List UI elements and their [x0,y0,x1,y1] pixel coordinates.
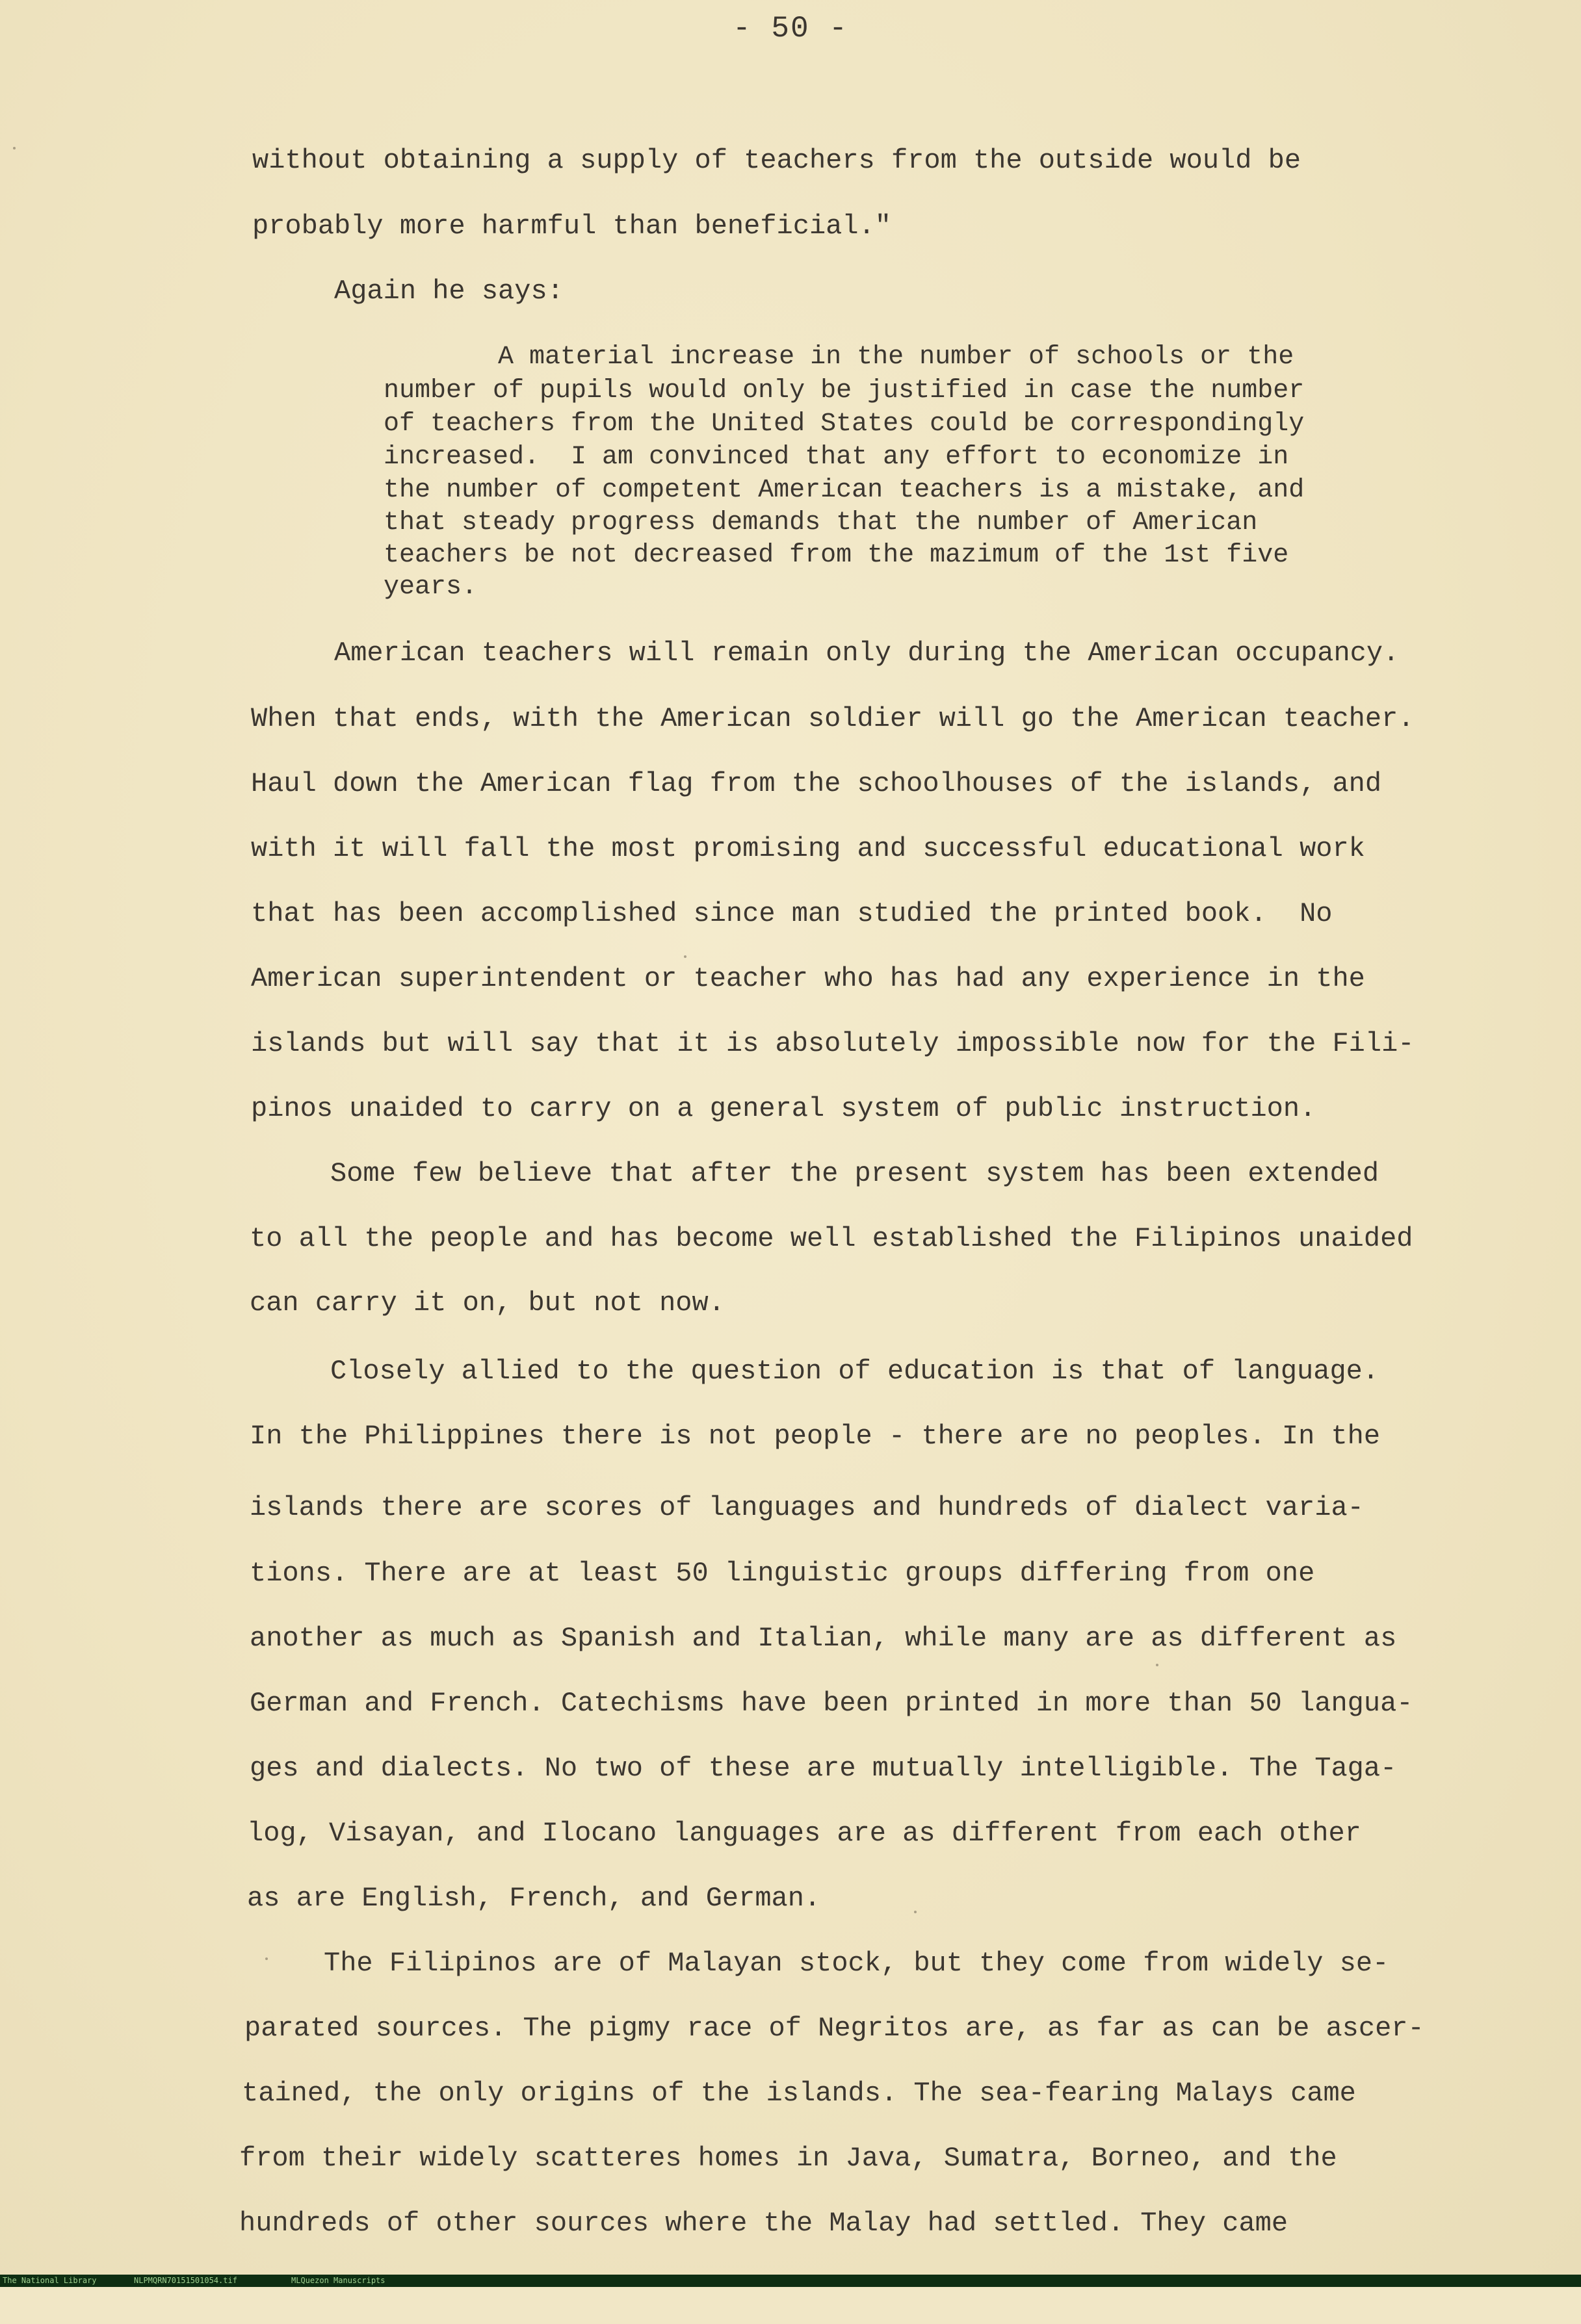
quote-line: A material increase in the number of schools or the [498,342,1294,372]
text-line: When that ends, with the American soldier will go the American teacher. [251,703,1415,734]
paper-speck [265,1957,268,1960]
text-line: parated sources. The pigmy race of Negritos are, as far as can be ascer- [244,2013,1424,2044]
text-line: Again he says: [334,276,564,307]
text-line: another as much as Spanish and Italian, while many are as different as [250,1623,1397,1654]
text-line: islands but will say that it is absolutely impossible now for the Fili- [251,1028,1415,1059]
quote-line: that steady progress demands that the number of American [384,508,1258,537]
text-line: that has been accomplished since man studied the printed book. No [251,898,1333,929]
text-line: The Filipinos are of Malayan stock, but they come from widely se- [324,1948,1389,1979]
text-line: islands there are scores of languages and hundreds of dialect varia- [250,1492,1364,1523]
text-line: probably more harmful than beneficial." [252,211,891,242]
footer-collection: MLQuezon Manuscripts [291,2276,385,2285]
text-line: In the Philippines there is not people - there are no peoples. In the [250,1421,1381,1452]
quote-line: the number of competent American teachers is a mistake, and [384,476,1305,505]
paper-speck [684,955,686,958]
quote-line: increased. I am convinced that any effort to economize in [384,443,1289,472]
quote-line: of teachers from the United States could be correspondingly [384,409,1305,439]
text-line: without obtaining a supply of teachers from the outside would be [252,145,1301,176]
text-line: from their widely scatteres homes in Java, Sumatra, Borneo, and the [239,2143,1337,2174]
text-line: ges and dialects. No two of these are mutually intelligible. The Taga- [250,1753,1397,1784]
quote-line: years. [384,573,478,602]
text-line: can carry it on, but not now. [250,1287,725,1319]
scan-footer-bar [0,2275,1581,2287]
paper-speck [1156,1664,1158,1666]
quote-line: number of pupils would only be justified in case the number [384,376,1305,406]
text-line: tained, the only origins of the islands. The sea-fearing Malays came [242,2078,1356,2109]
paper-speck [13,147,16,149]
text-line: pinos unaided to carry on a general system of public instruction. [251,1093,1316,1124]
text-line: log, Visayan, and Ilocano languages are as different from each other [247,1818,1361,1849]
text-line: Closely allied to the question of education is that of language. [330,1356,1379,1387]
text-line: American teachers will remain only during the American occupancy. [334,638,1400,669]
footer-file: NLPMQRN70151501054.tif [134,2276,237,2285]
text-line: tions. There are at least 50 linguistic groups differing from one [250,1558,1315,1589]
text-line: Some few believe that after the present system has been extended [330,1158,1379,1189]
text-line: German and French. Catechisms have been printed in more than 50 langua- [250,1688,1413,1719]
page-number: - 50 - [733,12,848,45]
text-line: to all the people and has become well established the Filipinos unaided [250,1223,1413,1254]
text-line: hundreds of other sources where the Malay had settled. They came [239,2208,1288,2239]
footer-library: The National Library [3,2276,97,2285]
quote-line: teachers be not decreased from the mazimum of the 1st five [384,541,1289,570]
text-line: as are English, French, and German. [247,1883,821,1914]
text-line: with it will fall the most promising and successful educational work [251,833,1365,864]
text-line: Haul down the American flag from the schoolhouses of the islands, and [251,768,1382,799]
text-line: American superintendent or teacher who has had any experience in the [251,963,1365,994]
paper-speck [914,1911,917,1913]
